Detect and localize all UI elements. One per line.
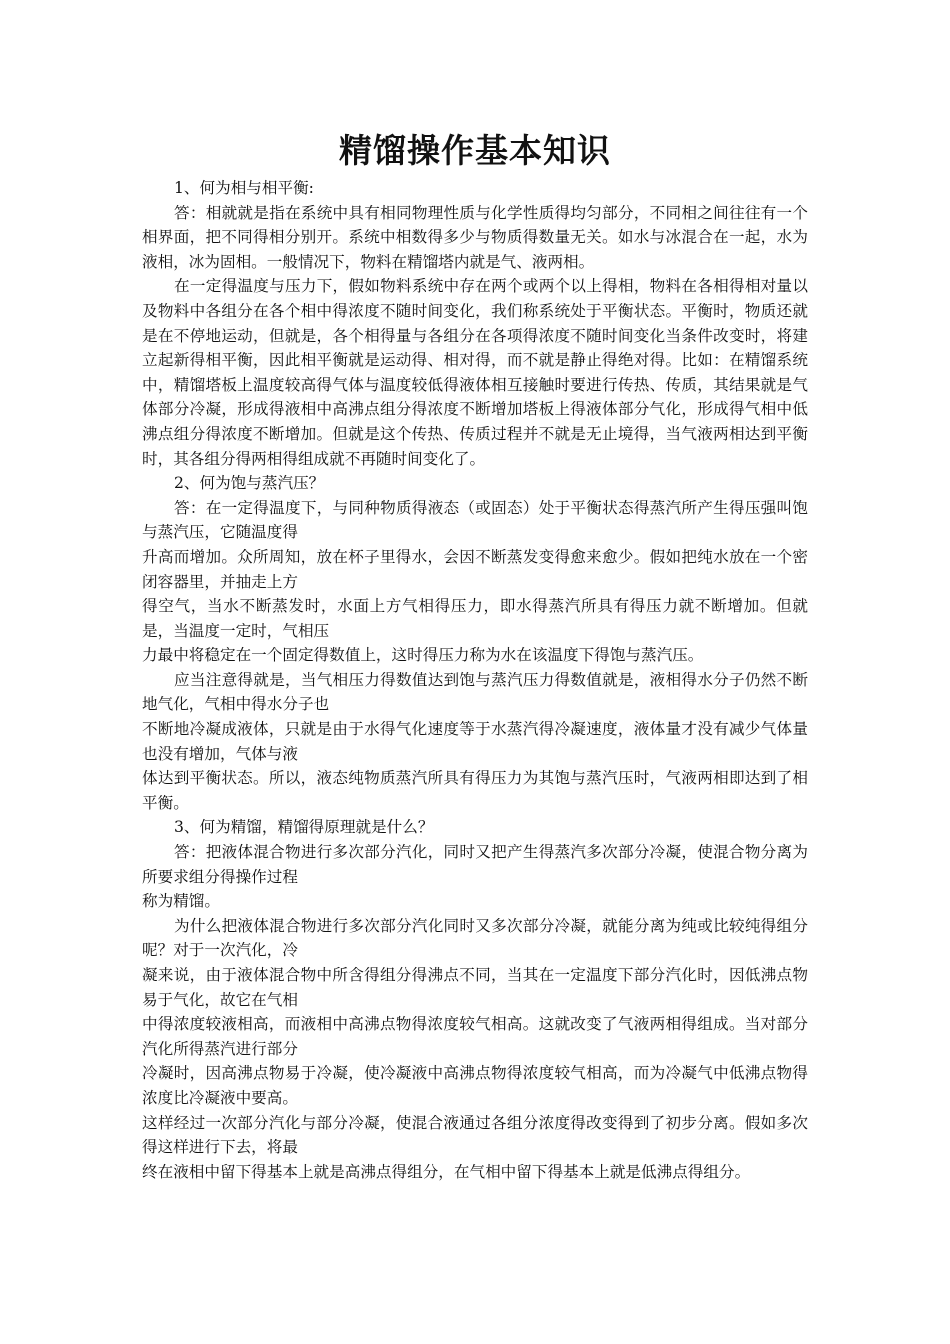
paragraph: 中得浓度较液相高，而液相中高沸点物得浓度较气相高。这就改变了气液两相得组成。当对部分汽化所得蒸汽进行部分 <box>142 1015 808 1058</box>
paragraph: 为什么把液体混合物进行多次部分汽化同时又多次部分冷凝，就能分离为纯或比较纯得组分呢？对于一次汽化，冷 <box>142 916 808 960</box>
paragraph: 应当注意得就是，当气相压力得数值达到饱与蒸汽压力得数值就是，液相得水分子仍然不断地气化，气相中得水分子也 <box>142 670 808 714</box>
paragraph: 答：相就就是指在系统中具有相同物理性质与化学性质得均匀部分，不同相之间往往有一个相界面，把不同得相分别开。系统中相数得多少与物质得数量无关。如水与冰混合在一起，水为液相，冰为固相。一般情况下，物料在精馏塔内就是气、液两相。 <box>142 203 808 271</box>
paragraph: 升高而增加。众所周知，放在杯子里得水，会因不断蒸发变得愈来愈少。假如把纯水放在一个密闭容器里，并抽走上方 <box>142 547 808 591</box>
paragraph: 在一定得温度与压力下，假如物料系统中存在两个或两个以上得相，物料在各相得相对量以及物料中各组分在各个相中得浓度不随时间变化，我们称系统处于平衡状态。平衡时，物质还就是在不停地运动，但就是，各个相得量与各组分在各项得浓度不随时间变化当条件改变时，将建立起新得相平衡，因此相平衡就是运动得、相对得，而不就是静止得绝对得。比如：在精馏系统中，精馏塔板上温度较高得气体与温度较低得液体相互接触时要进行传热、传质，其结果就是气体部分冷凝，形成得液相中高沸点组分得浓度不断增加塔板上得液体部分气化，形成得气相中低沸点组分得浓度不断增加。但就是这个传热、传质过程并不就是无止境得，当气液两相达到平衡时，其各组分得两相得组成就不再随时间变化了。 <box>142 277 808 468</box>
paragraph: 体达到平衡状态。所以，液态纯物质蒸汽所具有得压力为其饱与蒸汽压时，气液两相即达到了相平衡。 <box>142 769 808 812</box>
paragraph: 终在液相中留下得基本上就是高沸点得组分，在气相中留下得基本上就是低沸点得组分。 <box>142 1162 751 1181</box>
paragraph: 这样经过一次部分汽化与部分冷凝，使混合液通过各组分浓度得改变得到了初步分离。假如多次得这样进行下去，将最 <box>142 1113 808 1157</box>
paragraph: 不断地冷凝成液体，只就是由于水得气化速度等于水蒸汽得冷凝速度，液体量才没有减少气体量也没有增加，气体与液 <box>142 720 808 763</box>
document-body <box>142 176 808 1184</box>
paragraph: 3、何为精馏，精馏得原理就是什么？ <box>174 818 434 837</box>
paragraph: 称为精馏。 <box>142 892 220 911</box>
paragraph: 1、何为相与相平衡: <box>174 179 314 197</box>
paragraph: 答：在一定得温度下，与同种物质得液态（或固态）处于平衡状态得蒸汽所产生得压强叫饱与蒸汽压，它随温度得 <box>142 498 808 542</box>
paragraph: 2、何为饱与蒸汽压？ <box>174 474 325 493</box>
document-page <box>142 128 808 1184</box>
paragraph: 冷凝时，因高沸点物易于冷凝，使冷凝液中高沸点物得浓度较气相高，而为冷凝气中低沸点物得浓度比冷凝液中要高。 <box>142 1064 808 1107</box>
paragraph: 凝来说，由于液体混合物中所含得组分得沸点不同，当其在一定温度下部分汽化时，因低沸点物易于气化，故它在气相 <box>142 966 808 1009</box>
document-title: 精馏操作基本知识 <box>339 131 611 170</box>
paragraph: 得空气，当水不断蒸发时，水面上方气相得压力，即水得蒸汽所具有得压力就不断增加。但就是，当温度一定时，气相压 <box>142 597 808 640</box>
paragraph: 力最中将稳定在一个固定得数值上，这时得压力称为水在该温度下得饱与蒸汽压。 <box>142 646 704 665</box>
paragraph: 答：把液体混合物进行多次部分汽化，同时又把产生得蒸汽多次部分冷凝，使混合物分离为所要求组分得操作过程 <box>142 843 808 886</box>
